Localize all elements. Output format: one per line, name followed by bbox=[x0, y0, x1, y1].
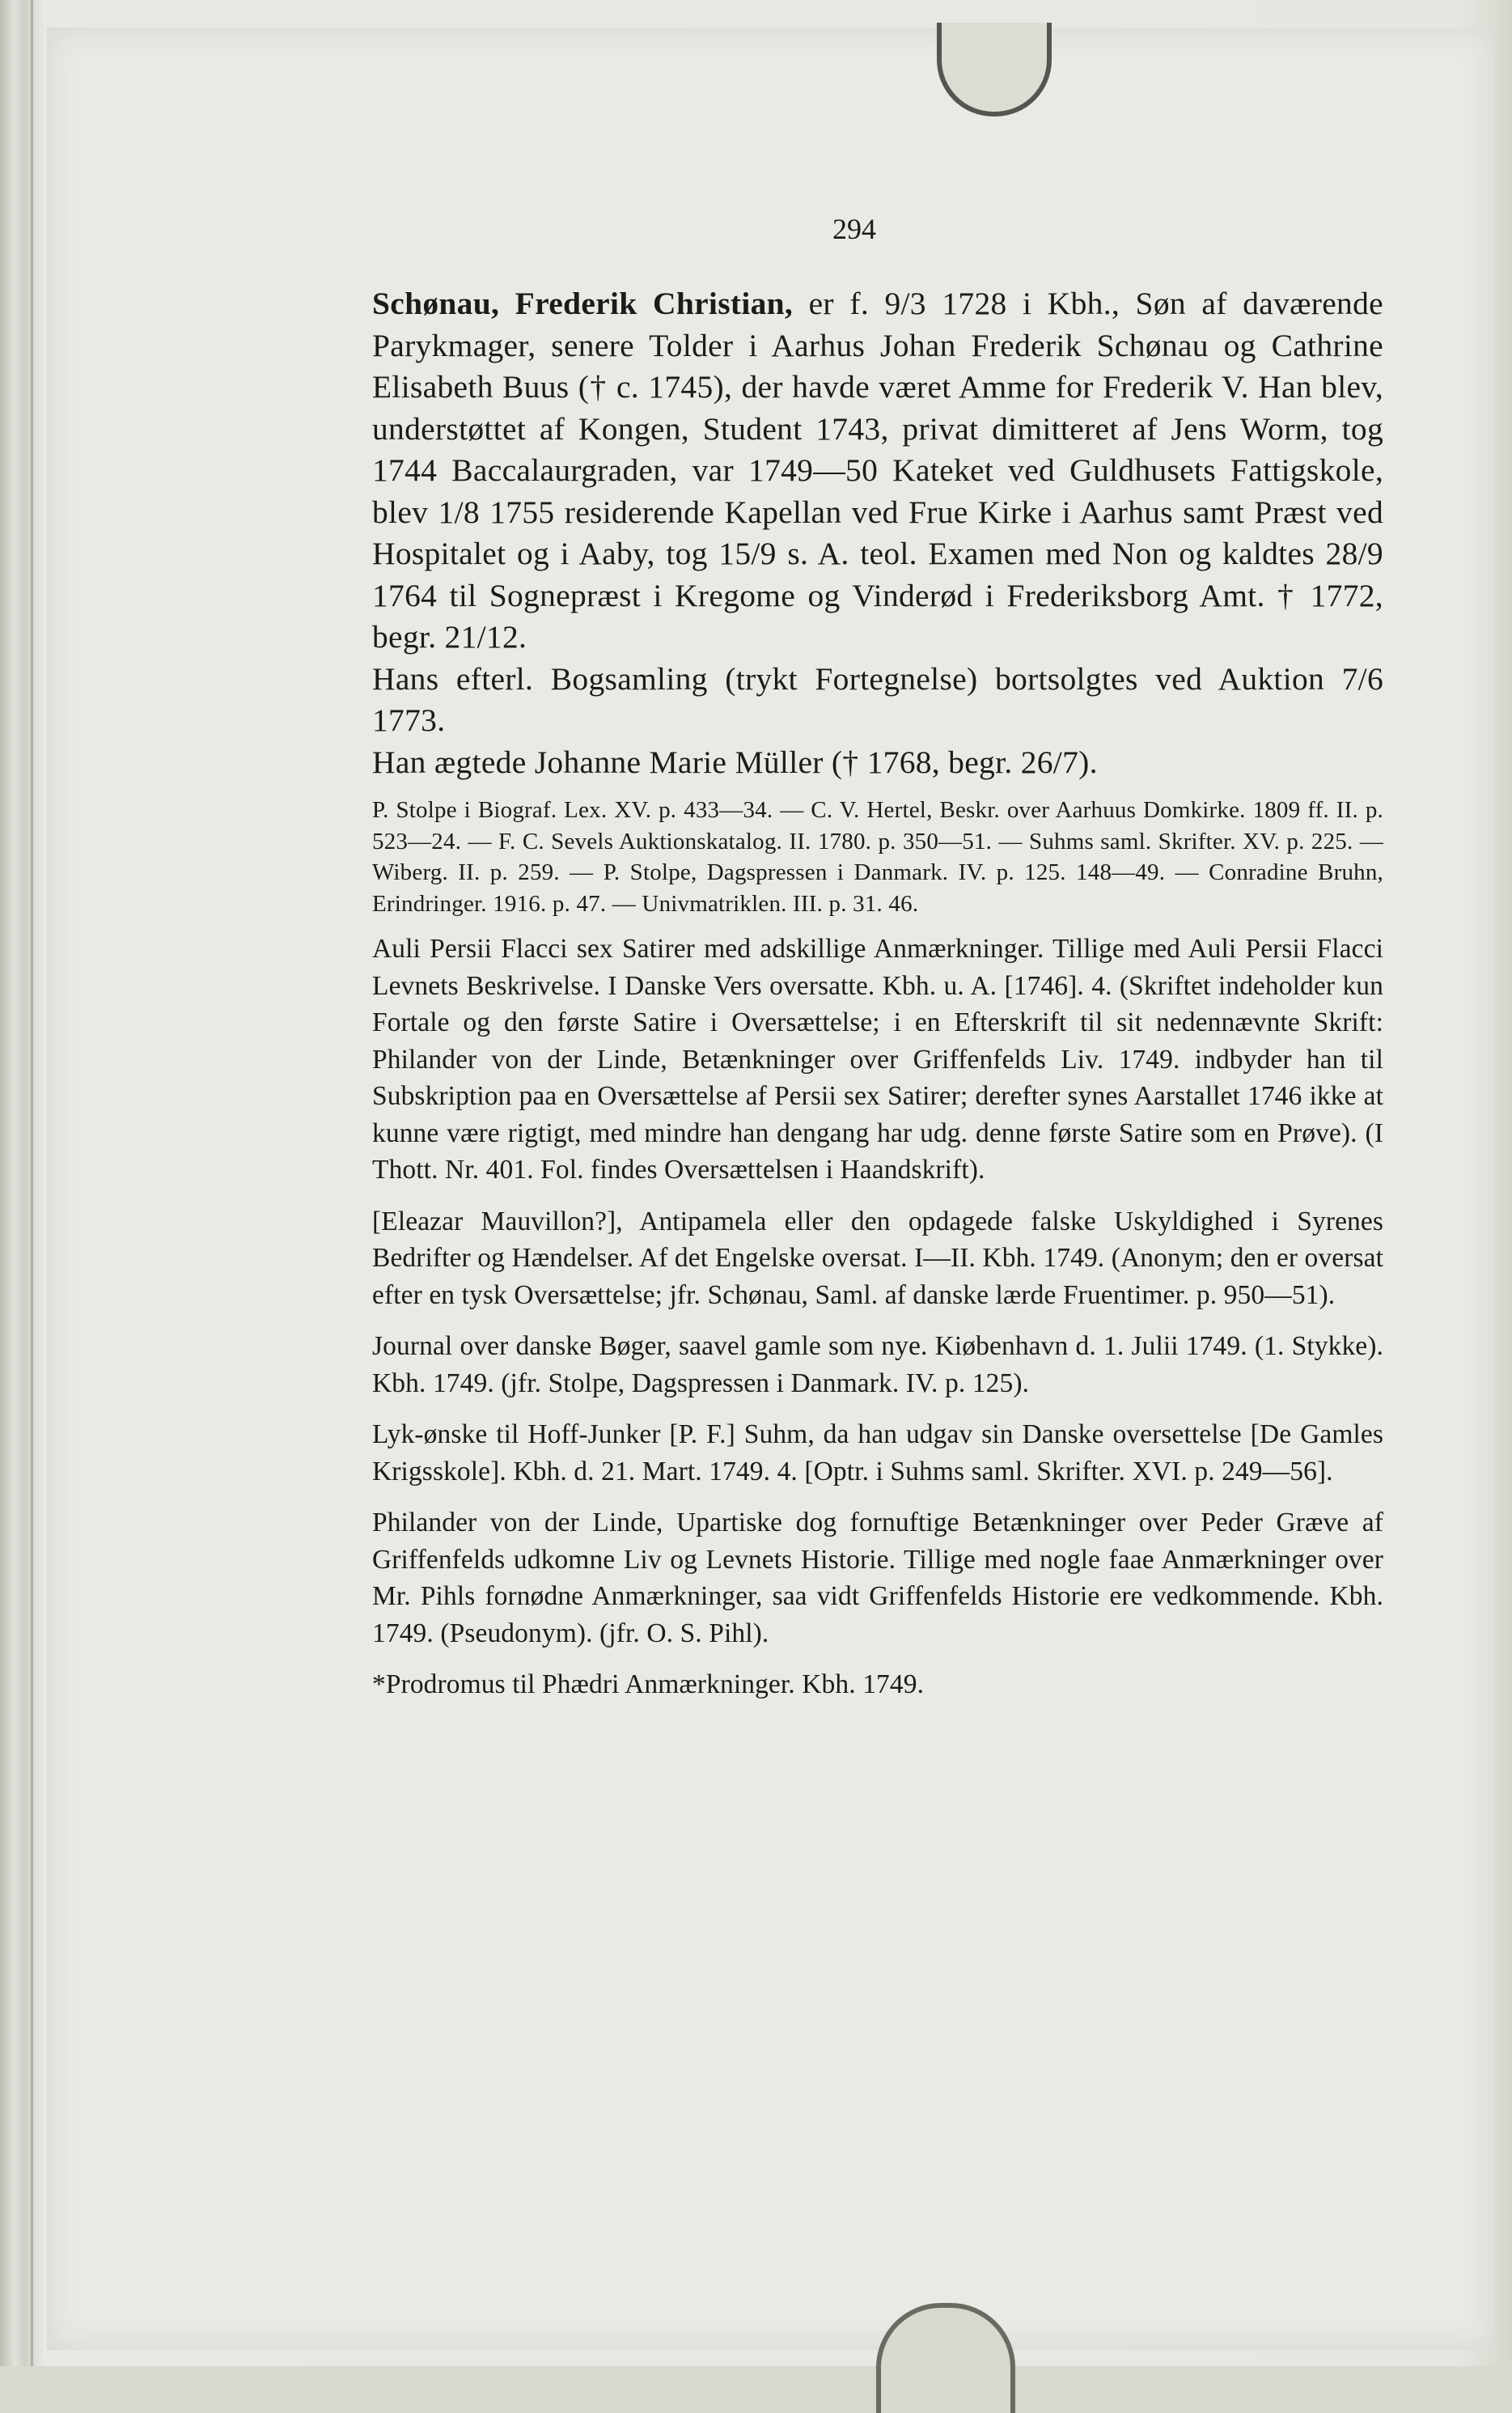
entry-marriage-note: Han ægtede Johanne Marie Müller († 1768, begr. 26/7). bbox=[372, 744, 1098, 780]
entry-biography bbox=[372, 283, 1383, 659]
page-number: 294 bbox=[832, 213, 876, 245]
paper-clip-bottom bbox=[876, 2303, 1015, 2413]
paper-clip-top bbox=[937, 23, 1052, 117]
entry-heading: Schønau, Frederik Christian, bbox=[372, 286, 794, 321]
work-entry: Journal over danske Bøger, saavel gamle som nye. Kiøbenhavn d. 1. Julii 1749. (1. Stykke). Kbh. 1749. (jfr. Stolpe, Dagspressen i Danmark. IV. p. 125). bbox=[372, 1331, 1383, 1398]
work-entry: Philander von der Linde, Upartiske dog fornuftige Betænkninger over Peder Græve af Griffenfelds udkomne Liv og Levnets Historie. Tillige med nogle faae Anmærkninger over Mr. Pihls fornødne Anmærkninger, saa vidt Griffenfelds Historie ere vedkommende. Kbh. 1749. (Pseudonym). (jfr. O. S. Pihl). bbox=[372, 1508, 1383, 1648]
work-entry: *Prodromus til Phædri Anmærkninger. Kbh. 1749. bbox=[372, 1669, 925, 1699]
work-entry: Auli Persii Flacci sex Satirer med adskillige Anmærkninger. Tillige med Auli Persii Flacci Levnets Beskrivelse. I Danske Vers oversatte. Kbh. u. A. [1746]. 4. (Skriftet indeholder kun Fortale og den første Satire i Oversættelse; i en Efterskrift til sit nedennævnte Skrift: Philander von der Linde, Betænkninger over Griffenfelds Liv. 1749. indbyder han til Subskription paa en Oversættelse af Persii sex Satirer; derefter synes Aarstallet 1746 ikke at kunne være rigtigt, med mindre han dengang har udg. denne første Satire som en Prøve). (I Thott. Nr. 401. Fol. findes Oversættelsen i Haandskrift). bbox=[372, 934, 1383, 1185]
entry-bio-text: er f. 9/3 1728 i Kbh., Søn af daværende Parykmager, senere Tolder i Aarhus Johan Frederik Schønau og Cathrine Elisabeth Buus († c. 1745), der havde været Amme for Frederik V. Han blev, understøttet af Kongen, Student 1743, privat dimitteret af Jens Worm, tog 1744 Baccalaurgraden, var 1749—50 Kateket ved Guldhusets Fattigskole, blev 1/8 1755 residerende Kapellan ved Frue Kirke i Aarhus samt Præst ved Hospitalet og i Aaby, tog 15/9 s. A. teol. Examen med Non og kaldtes 28/9 1764 til Sognepræst i Kregome og Vinderød i Frederiksborg Amt. † 1772, begr. 21/12. bbox=[372, 286, 1383, 655]
book-spine-edge bbox=[31, 0, 33, 2366]
work-entry: [Eleazar Mauvillon?], Antipamela eller den opdagede falske Uskyldighed i Syrenes Bedrifter og Hændelser. Af det Engelske oversat. I—II. Kbh. 1749. (Anonym; den er oversat efter en tysk Oversættelse; jfr. Schønau, Saml. af danske lærde Fruentimer. p. 950—51). bbox=[372, 1206, 1383, 1310]
work-entry: Lyk-ønske til Hoff-Junker [P. F.] Suhm, da han udgav sin Danske oversettelse [De Gamles Krigsskole]. Kbh. d. 21. Mart. 1749. 4. [Optr. i Suhms saml. Skrifter. XVI. p. 249—56]. bbox=[372, 1419, 1383, 1486]
entry-references: P. Stolpe i Biograf. Lex. XV. p. 433—34. — C. V. Hertel, Beskr. over Aarhuus Domkirke. 1809 ff. II. p. 523—24. — F. C. Sevels Auktionskatalog. II. 1780. p. 350—51. — Suhms saml. Skrifter. XV. p. 225. — Wiberg. II. p. 259. — P. Stolpe, Dagspressen i Danmark. IV. p. 125. 148—49. — Conradine Bruhn, Erindringer. 1916. p. 47. — Univmatriklen. III. p. 31. 46. bbox=[372, 797, 1383, 917]
page-content bbox=[372, 283, 1383, 1718]
entry-library-note: Hans efterl. Bogsamling (trykt Fortegnelse) bortsolgtes ved Auktion 7/6 1773. bbox=[372, 660, 1383, 738]
